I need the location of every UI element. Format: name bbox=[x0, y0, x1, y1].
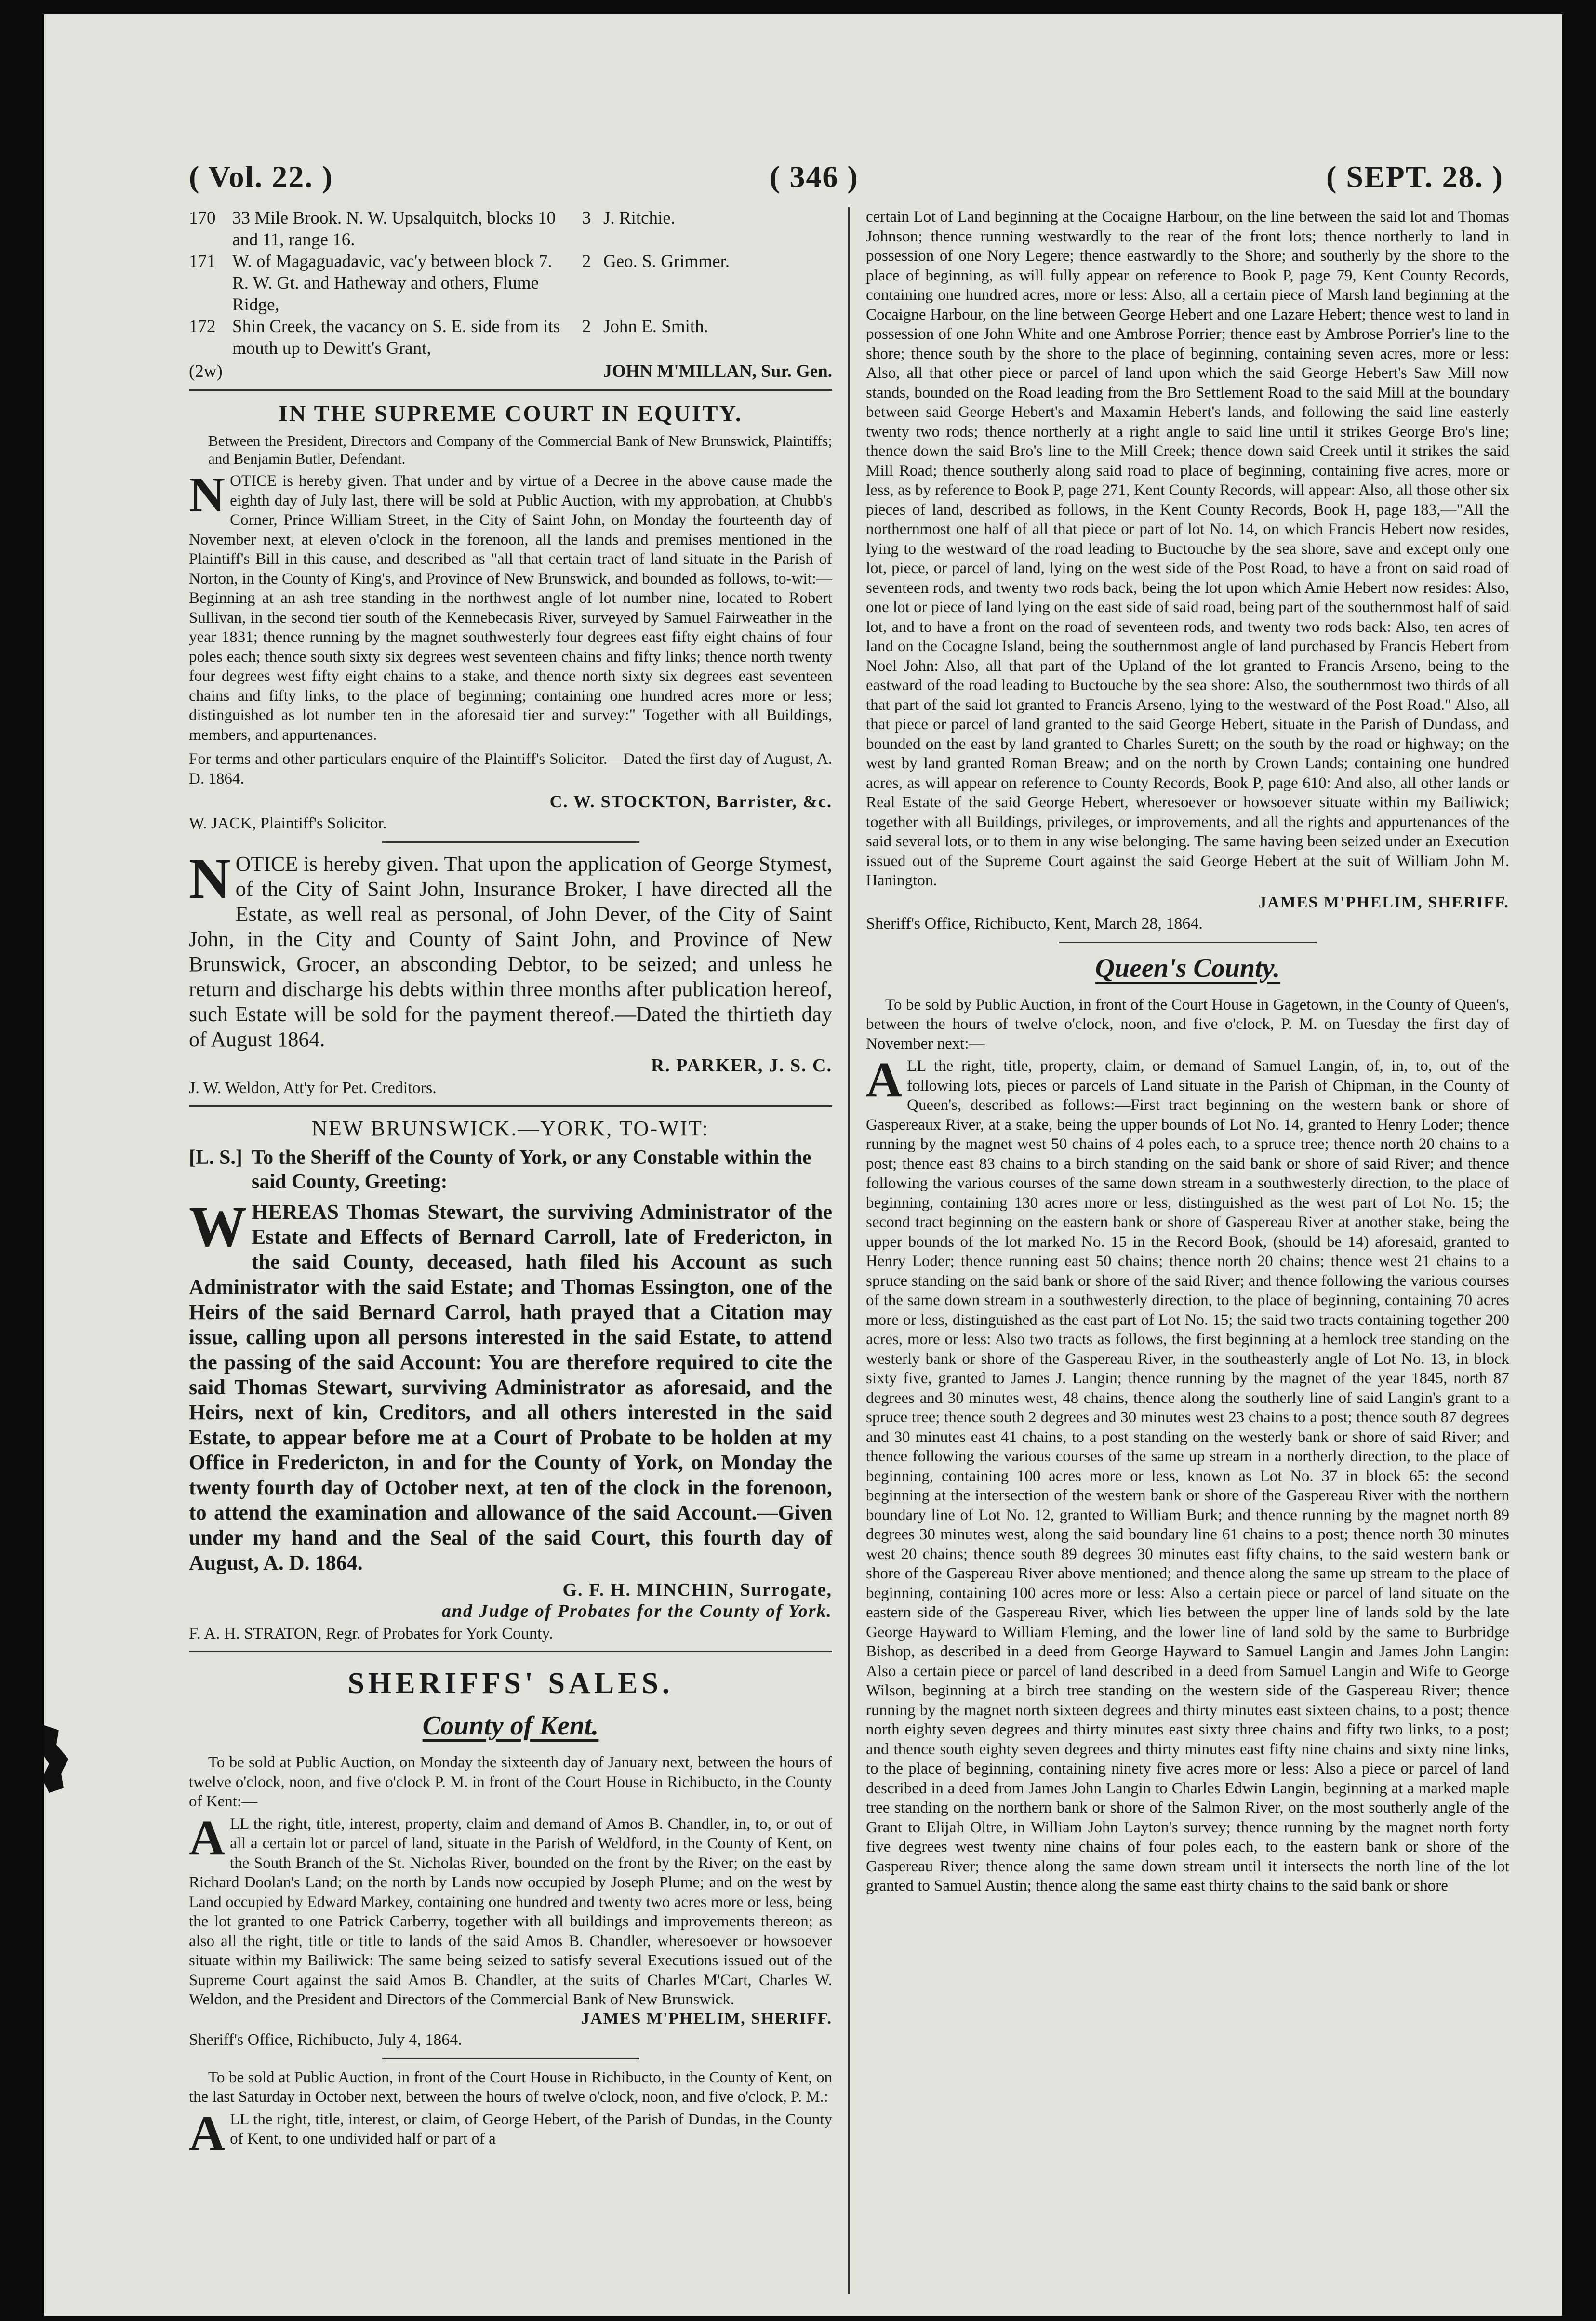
divider bbox=[382, 841, 639, 843]
kent-county-heading: County of Kent. bbox=[422, 1711, 599, 1741]
drop-cap: W bbox=[189, 1194, 247, 1258]
sale1-body: LL the right, title, interest, property, claim and demand of Amos B. Chandler, in, to, or out of all a certain lot or parcel of land, situate in the Parish of Weldford, in the County of Kent, on the South Branch of the St. Nicholas River, bounded on the front by the River; on the east by Richard Doolan's Land; on the north by Lands now occupied by Joseph Plume; and on the west by Land occupied by Edward Markey, containing one hundred and twenty two acres more or less, being the lot granted to one Patrick Carberry, together with all buildings and improvements thereon; as also all the right, title or title to lands of the said Amos B. Chandler, wheresoever or howsoever situate within my Bailiwick: The same being seized to satisfy several Executions issued out of the Supreme Court against the said Amos B. Chandler, at the suits of Charles M'Cart, Charles W. Weldon, and the President and Directors of the Commercial Bank of New Brunswick. bbox=[189, 1815, 832, 2008]
stymest-signature: R. PARKER, J. S. C. bbox=[651, 1055, 832, 1076]
drop-cap: N bbox=[189, 467, 226, 522]
sale2-intro: To be sold at Public Auction, in front of the Court House in Richibucto, in the County of Kent, on the last Saturday in October next, between the hours of twelve o'clock, noon, and five o'clock, P. M.: bbox=[189, 2068, 832, 2106]
surveyor-signature: JOHN M'MILLAN, Sur. Gen. bbox=[603, 361, 832, 381]
stymest-notice bbox=[189, 846, 832, 1052]
grant-number: 171 bbox=[189, 252, 216, 271]
column-divider bbox=[848, 207, 850, 2294]
sale1-signature: JAMES M'PHELIM, SHERIFF. bbox=[581, 2009, 832, 2028]
divider bbox=[189, 1105, 832, 1107]
divider bbox=[382, 2058, 639, 2059]
land-grants-table bbox=[189, 207, 832, 359]
grant-name: J. Ritchie. bbox=[603, 208, 676, 228]
publication-mark: (2w) bbox=[189, 361, 223, 381]
stymest-body: OTICE is hereby given. That upon the application of George Stymest, of the City of Saint John, Insurance Broker, I have directed all the Estate, as well real as personal, of John Dever, of the City of Saint John, in the City and County of Saint John, and Province of New Brunswick, Grocer, an absconding Debtor, to be seized; and unless he return and discharge his debts within three months after publication hereof, such Estate will be sold for the payment thereof.—Dated the thirtieth day of August 1864. bbox=[189, 852, 832, 1051]
address-text: To the Sheriff of the County of York, or any Constable within the said County, Greeting: bbox=[252, 1147, 811, 1193]
divider bbox=[189, 1651, 832, 1652]
drop-cap: A bbox=[189, 1810, 226, 1866]
hebert-signature: JAMES M'PHELIM, SHERIFF. bbox=[1258, 893, 1509, 911]
equity-solicitor: W. JACK, Plaintiff's Solicitor. bbox=[189, 814, 387, 832]
grant-number: 170 bbox=[189, 208, 216, 228]
divider bbox=[189, 389, 832, 391]
seal-mark: [L. S.] bbox=[189, 1147, 242, 1169]
sale2-notice bbox=[189, 2105, 832, 2161]
grant-name: John E. Smith. bbox=[603, 317, 708, 336]
sale1-notice bbox=[189, 1810, 832, 2010]
table-row bbox=[189, 251, 832, 316]
grant-quantity: 3 bbox=[582, 208, 591, 228]
drop-cap: A bbox=[189, 2105, 226, 2161]
issue-date: ( SEPT. 28. ) bbox=[1326, 160, 1503, 194]
sheriffs-sales-heading: SHERIFFS' SALES. bbox=[347, 1667, 674, 1700]
hebert-office: Sheriff's Office, Richibucto, Kent, March 28, 1864. bbox=[866, 914, 1203, 933]
probate-body: HEREAS Thomas Stewart, the surviving Administrator of the Estate and Effects of Bernard Carroll, late of Fredericton, in the said County, deceased, hath filed his Account as such Administrator with the said Estate; and Thomas Essington, one of the Heirs of the said Bernard Carrol, hath prayed that a Citation may issue, calling upon all persons interested in the said Estate, to attend the passing of the said Account: You are therefore required to cite the said Thomas Stewart, surviving Administrator as aforesaid, and the Heirs, next of kin, Creditors, and all others interested in the said Estate, to appear before me at a Court of Probate to be holden at my Office in Fredericton, in and for the County of York, on Monday the twenty fourth day of October next, at ten of the clock in the forenoon, to attend the examination and allowance of the said Account.—Given under my hand and the Seal of the said Court, this fourth day of August, A. D. 1864. bbox=[189, 1200, 832, 1574]
probate-citation bbox=[189, 1194, 832, 1575]
probate-signature: G. F. H. MINCHIN, Surrogate, bbox=[562, 1580, 832, 1600]
hebert-continuation: certain Lot of Land beginning at the Cocaigne Harbour, on the line between the said lot and Thomas Johnson; thence running westwardly to the rear of the front lots; thence northerly to land in possession of one Nory Legere; thence eastwardly to the Shore; and southerly by the shore to the place of beginning, as will fully appear on reference to Book P, page 79, Kent County Records, containing one hundred acres, more or less: Also, all a certain piece of Marsh land beginning at the Cocaigne Harbour, on the line between George Hebert and one Lazare Hebert; thence west to land in possession of one John White and one Ambrose Porrier; thence east by Ambrose Porrier's line to the shore; thence south by the shore to the place of beginning, containing seven acres, more or less: Also, all that other piece or parcel of land upon which the said George Hebert's Saw Mill now stands, bounded on the Road leading from the Bro Settlement Road to the said Mill at the boundary between said George Hebert's and Maxamin Hebert's lands, and following the said line easterly twenty two rods; thence northerly at a right angle to said line until it strikes George Bro's line; thence down the said Bro's line to the Mill Creek; thence down said Creek until it strikes the said Mill Road; thence southerly along said road to place of beginning, containing five acres, more or less, as by reference to Book P, page 271, Kent County Records, will appear: Also, all those other six pieces of land, described as follows, in the Kent County Records, Book H, page 183,—"All the northernmost one half of all that piece or part of lot No. 14, on which Francis Hebert now resides, lying to the westward of the road leading to Buctouche by the sea shore, save and except only one lot, piece, or parcel of land, lying on the west side of the Post Road, to have a front on said road of seventeen rods, and twenty two rods back, being the lot upon which Amie Hebert now resides: Also, one lot or piece of land lying on the east side of said road, being part of the southernmost half of said lot, and to have a front on the road of seventeen rods, and twenty two rods back: Also, ten acres of land on the Cocagne Island, being the southernmost angle of land purchased by Francis Hebert from Noel John: Also, all that part of the Upland of the lot granted to Francis Arseno, being to the eastward of the road leading to Buctouche by the sea shore: Also, the southernmost two thirds of all that part of the said lot granted to Francis Arseno, lying to the westward of the Post Road." Also, all that piece or parcel of land granted to the said George Hebert, situate in the Parish of Dundass, and bounded on the east by land granted to Charles Surett; on the south by the road or highway; on the west by land granted Roman Breaw; and on the north by Crown Lands; containing one hundred acres, as will appear on reference to County Records, Book P, page 610: And also, all other lands or Real Estate of the said George Hebert, wheresoever or howsoever situate within my Bailiwick; together with all Buildings, privileges, or improvements, and all the rights and appurtenances of the said several lots, or to them in any wise belonging. The same having been seized under an Execution issued out of the Supreme Court against the said George Hebert at the suit of William John M. Hanington. bbox=[866, 208, 1509, 889]
equity-parties: Between the President, Directors and Company of the Commercial Bank of New Brunswick, Plaintiffs; and Benjamin Butler, Defendant. bbox=[208, 432, 832, 467]
queens-county-heading: Queen's County. bbox=[1095, 953, 1280, 983]
equity-terms: For terms and other particulars enquire of the Plaintiff's Solicitor.—Dated the first day of August, A. D. 1864. bbox=[189, 750, 832, 787]
newspaper-page bbox=[44, 14, 1562, 2316]
probate-registrar: F. A. H. STRATON, Regr. of Probates for York County. bbox=[189, 1625, 553, 1642]
left-column bbox=[189, 207, 832, 2294]
grant-number: 172 bbox=[189, 317, 216, 336]
ink-blot bbox=[44, 1725, 73, 1793]
probate-signature-title: and Judge of Probates for the County of York. bbox=[441, 1601, 832, 1621]
grant-quantity: 2 bbox=[582, 252, 591, 271]
table-row bbox=[189, 207, 832, 251]
sale2-body: LL the right, title, interest, or claim, of George Hebert, of the Parish of Dundas, in the County of Kent, to one undivided half or part of a bbox=[230, 2110, 832, 2148]
grant-description: 33 Mile Brook. N. W. Upsalquitch, blocks 10 and 11, range 16. bbox=[232, 208, 556, 250]
page-number: ( 346 ) bbox=[770, 160, 859, 194]
grant-quantity: 2 bbox=[582, 317, 591, 336]
right-column bbox=[866, 207, 1509, 2294]
equity-signature: C. W. STOCKTON, Barrister, &c. bbox=[549, 792, 832, 811]
table-row bbox=[189, 316, 832, 359]
grant-name: Geo. S. Grimmer. bbox=[603, 252, 730, 271]
sale1-office: Sheriff's Office, Richibucto, July 4, 1864. bbox=[189, 2030, 462, 2049]
probate-address bbox=[189, 1146, 832, 1194]
equity-body: OTICE is hereby given. That under and by virtue of a Decree in the above cause made the eighth day of July last, there will be sold at Public Auction, with my approbation, at Chubb's Corner, Prince William Street, in the City of Saint John, on Monday the fourteenth day of November next, at eleven o'clock in the forenoon, all the lands and premises mentioned in the Plaintiff's Bill in this cause, and described as "all that certain tract of land situate in the Parish of Norton, in the County of King's, and Province of New Brunswick, and bounded as follows, to-wit:—Beginning at an ash tree standing in the northwest angle of lot number nine, located to Robert Sullivan, in the second tier south of the Kennebecasis River, surveyed by Samuel Fairweather in the year 1831; thence running by the magnet southwesterly four degrees east fifty eight chains of four poles each; thence south sixty six degrees west seventeen chains and fifty links; thence north twenty four degrees west fifty eight chains to a stake, and thence north sixty six degrees east seventeen chains and fifty links, to the place of beginning; containing one hundred acres more or less; distinguished as lot number ten in the aforesaid tier and survey:" Together with all Buildings, members, and appurtenances. bbox=[189, 472, 832, 744]
queens-intro: To be sold by Public Auction, in front of the Court House in Gagetown, in the County of Queen's, between the hours of twelve o'clock, noon, and five o'clock, P. M. on Tuesday the first day of November next:— bbox=[866, 996, 1509, 1053]
drop-cap: N bbox=[189, 846, 231, 910]
queens-notice bbox=[866, 1052, 1509, 1896]
stymest-attorney: J. W. Weldon, Att'y for Pet. Creditors. bbox=[189, 1079, 437, 1097]
drop-cap: A bbox=[866, 1052, 903, 1107]
divider bbox=[1059, 942, 1317, 943]
equity-notice bbox=[189, 467, 832, 745]
grant-description: W. of Magaguadavic, vac'y between block 7. R. W. Gt. and Hatheway and others, Flume Ridge, bbox=[232, 252, 552, 315]
land-grants-footer bbox=[189, 361, 832, 382]
equity-heading: IN THE SUPREME COURT IN EQUITY. bbox=[279, 401, 743, 427]
grant-description: Shin Creek, the vacancy on S. E. side from its mouth up to Dewitt's Grant, bbox=[232, 317, 560, 358]
probate-heading: NEW BRUNSWICK.—YORK, TO-WIT: bbox=[312, 1117, 709, 1140]
volume-label: ( Vol. 22. ) bbox=[189, 160, 333, 194]
sale1-intro: To be sold at Public Auction, on Monday the sixteenth day of January next, between the hours of twelve o'clock, noon, and five o'clock P. M. in front of the Court House in Richibucto, in the County of Kent:— bbox=[189, 1754, 832, 1810]
queens-body: LL the right, title, property, claim, or demand of Samuel Langin, of, in, to, out of the following lots, pieces or parcels of Land situate in the Parish of Chipman, in the County of Queen's, described as follows:—First tract beginning on the western bank or shore of Gaspereaux River, at a stake, being the upper bounds of Lot No. 14, granted to Henry Loder; thence running by the magnet west 50 chains of 4 poles each, to a spruce tree; thence north 20 chains to a post; thence east 83 chains to a birch standing on the said bank or shore of said River; and thence following the various courses of the same down stream in a southwesterly direction, to the place of beginning, containing 130 acres more or less, distinguished as the west part of Lot No. 15; the second tract beginning on the eastern bank or shore of Gaspereau River at another stake, being the upper bounds of the lot marked No. 15 in the Record Book, (should be 14) aforesaid, granted to Henry Loder; thence running east 50 chains; thence north 20 chains; thence west 21 chains to a spruce standing on the said bank or shore of the said River; and thence following the various courses of the same down stream in a southwesterly direction, to the place of beginning, containing 70 acres more or less, distinguished as the east part of Lot No. 15; the said two tracts containing together 200 acres, more or less: Also two tracts as follows, the first beginning at a hemlock tree standing on the westerly bank or shore of the Gaspereau River, in the southeasterly angle of Lot No. 13, in block sixty five, granted to James J. Langin; thence running by the magnet of the year 1845, north 87 degrees and 30 minutes west, 48 chains, thence along the southerly line of said Langin's grant to a spruce tree; thence south 2 degrees and 30 minutes west 23 chains to a post; thence south 87 degrees and 30 minutes east 41 chains, to a post standing on the westerly bank or shore of said River; and thence following the various courses of the same up stream in a northerly direction, to the place of beginning, containing 100 acres more or less, known as Lot No. 37 in block 65: the second beginning at the intersection of the western bank or shore of the Gaspereau River with the northern boundary line of Lot No. 12, granted to William Burk; and thence running by the magnet north 89 degrees 30 minutes west, along the said boundary line 61 chains to a post; thence north 30 minutes west 20 chains; thence south 89 degrees 30 minutes east fifty chains, to the said western bank or shore of the Gaspereau River above mentioned; and thence along the same up stream to the place of beginning, containing 100 acres more or less: Also a certain piece or parcel of land situate on the eastern side of the Gaspereau River, which lies between the upper line of lands sold by the late George Hayward to William Fleming, and the lower line of land sold by the same to Burbridge Bishop, as described in a deed from George Hayward to Samuel Langin and James John Langin: Also a certain piece or parcel of land described in a deed from Samuel Langin and Wife to George Wilson, beginning at a birch tree standing on the western side of the Gaspereau River; thence running by the magnet north sixteen degrees and thirty minutes east sixteen chains, to a post; thence north eighty seven degrees and thirty minutes east sixty three chains and fifty two links, to a post; and thence south eighty seven degrees and thirty minutes east fifty nine chains and sixty nine links, to the place of beginning, containing ninety five acres more or less: Also a piece or parcel of land described in a deed from James John Langin to Charles Edwin Langin, beginning at a marked maple tree standing on the northern bank or shore of the Salmon River, on the most southerly angle of the Grant to Elijah Oltre, in William John Layton's survey; thence running by the magnet north forty five degrees west twenty nine chains of four poles each, to the eastern bank or shore of the Gaspereau River; thence along the same down stream until it intersects the north line of the lot granted to Samuel Austin; thence along the same east thirty chains to the said bank or shore bbox=[866, 1057, 1509, 1894]
